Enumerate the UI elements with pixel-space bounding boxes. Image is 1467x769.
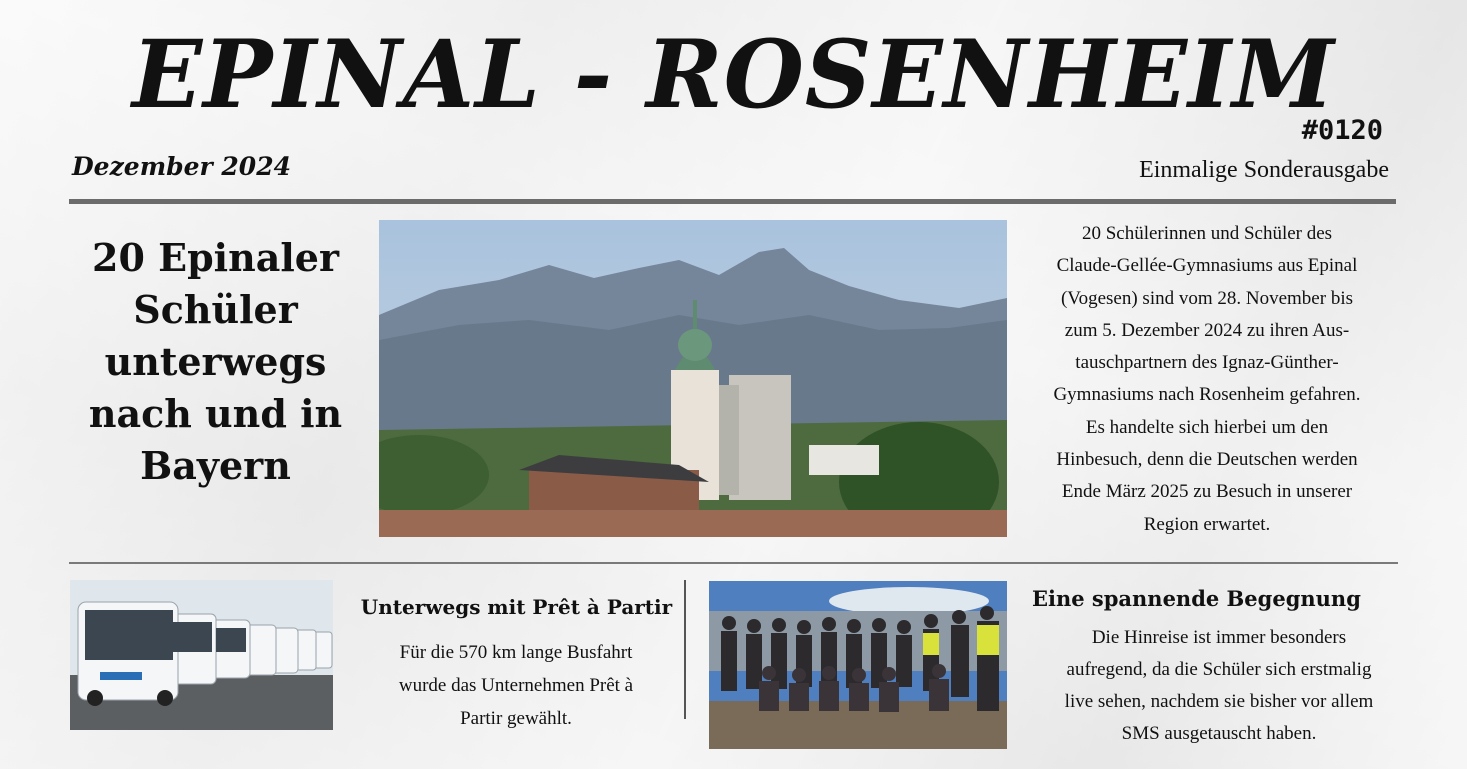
meeting-line: SMS ausgetauscht haben. bbox=[1121, 723, 1317, 744]
rosenheim-photo bbox=[379, 220, 1007, 537]
lead-line: zum 5. Dezember 2024 zu ihren Aus- bbox=[1064, 319, 1350, 341]
meeting-story-title: Eine spannende Begegnung bbox=[1032, 586, 1361, 611]
issue-number: #0120 bbox=[1301, 115, 1383, 146]
lead-line: Hinbesuch, denn die Deutschen werden bbox=[1056, 449, 1358, 471]
meeting-story-text bbox=[1034, 622, 1404, 750]
lead-line: Es handelte sich hierbei um den bbox=[1085, 416, 1329, 438]
edition-label: Einmalige Sonderausgabe bbox=[1139, 157, 1389, 183]
bus-line: Partir gewählt. bbox=[460, 708, 572, 729]
student-group-photo bbox=[709, 581, 1007, 749]
middle-divider bbox=[69, 562, 1398, 564]
meeting-line: live sehen, nachdem sie bisher vor allem bbox=[1064, 691, 1374, 712]
meeting-line: aufregend, da die Schüler sich erstmalig bbox=[1066, 659, 1372, 680]
buses-photo bbox=[70, 580, 333, 730]
lead-article-text bbox=[1024, 218, 1390, 541]
lead-line: Claude-Gellée-Gymnasiums aus Epinal bbox=[1056, 255, 1358, 277]
lead-line: Region erwartet. bbox=[1143, 513, 1271, 535]
lead-line: tauschpartnern des Ignaz-Günther- bbox=[1075, 352, 1339, 374]
bus-story-text bbox=[356, 636, 676, 735]
masthead-title: EPINAL - ROSENHEIM bbox=[131, 20, 1336, 130]
lead-line: 20 Schülerinnen und Schüler des bbox=[1081, 223, 1333, 244]
column-divider bbox=[684, 580, 686, 719]
meeting-line: Die Hinreise ist immer besonders bbox=[1091, 627, 1347, 648]
lead-line: (Vogesen) sind vom 28. November bis bbox=[1060, 287, 1353, 309]
bus-line: Für die 570 km lange Busfahrt bbox=[399, 642, 633, 663]
issue-date: Dezember 2024 bbox=[72, 152, 291, 181]
lead-headline: 20 Epinaler Schüler unterwegs nach und in Bayern bbox=[88, 235, 343, 488]
bus-story-title: Unterwegs mit Prêt à Partir bbox=[360, 595, 673, 619]
top-divider bbox=[69, 199, 1396, 204]
lead-line: Gymnasiums nach Rosenheim gefahren. bbox=[1053, 384, 1361, 406]
lead-line: Ende März 2025 zu Besuch in unserer bbox=[1061, 481, 1353, 503]
bus-line: wurde das Unternehmen Prêt à bbox=[398, 675, 634, 696]
